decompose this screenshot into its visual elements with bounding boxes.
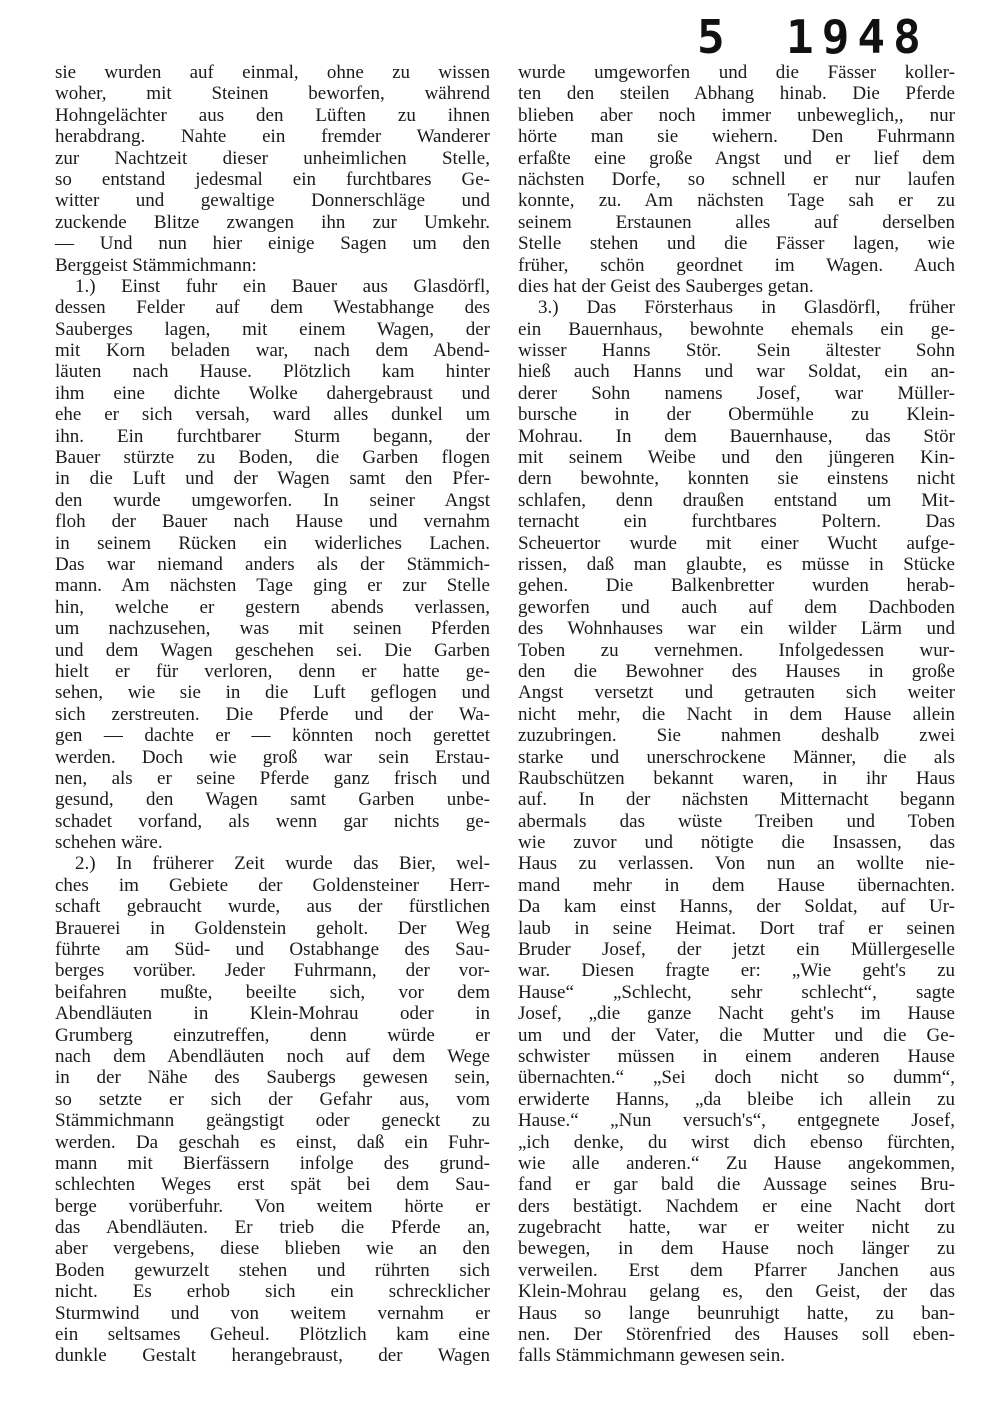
text-line: mit Korn beladen war, nach dem Abend- [55,340,490,362]
text-line: ein seltsames Geheul. Plötzlich kam eine [55,1324,490,1346]
text-line: Angst versetzt und getrauten sich weiter [518,682,955,704]
text-line: Stämmichmann geängstigt oder geneckt zu [55,1110,490,1132]
text-line: konnte, zu. Am nächsten Tage sah er zu [518,190,955,212]
text-line: mann. Am nächsten Tage ging er zur Stelle [55,575,490,597]
text-line: hielt er für verloren, denn er hatte ge- [55,660,490,682]
text-line: so setzte er sich der Gefahr aus, vom [55,1088,490,1110]
text-line: werden. Doch wie groß war sein Erstau- [55,746,490,768]
text-line: sie wurden auf einmal, ohne zu wissen [55,62,490,83]
text-line: aber vergebens, diese blieben wie an den [55,1238,490,1260]
text-line: Hause“ „Schlecht, sehr schlecht“, sagte [518,981,955,1003]
text-line: hörte man sie wiehern. Den Fuhrmann [518,126,955,148]
text-line: ches im Gebiete der Goldensteiner Herr- [55,874,490,896]
text-line: ehe er sich versah, ward alles dunkel um [55,404,490,426]
year-stamp: 1948 [786,10,929,64]
text-line: früher, schön geordnet im Wagen. Auch [518,254,955,276]
text-line: mand mehr in dem Hause übernachten. [518,874,955,896]
text-line: ein Bauernhaus, bewohnte ehemals ein ge- [518,318,955,340]
text-line: rissen, daß man glaubte, es müsse in Stücke [518,553,955,575]
text-line: gesund, den Wagen samt Garben unbe- [55,789,490,811]
text-line: sich zerstreuten. Die Pferde und der Wa- [55,703,490,725]
text-line: Berggeist Stämmichmann: [55,254,257,276]
text-line: gen — dachte er — könnten noch gerettet [55,725,490,747]
text-line: nach dem Abendläuten noch auf dem Wege [55,1045,490,1067]
text-line: Da kam einst Hanns, der Soldat, auf Ur- [518,896,955,918]
text-line: um nachzusehen, was mit seinen Pferden [55,618,490,640]
text-line: werden. Da geschah es einst, daß ein Fuhr- [55,1131,490,1153]
text-line: Bruder Josef, der jetzt ein Müllergeselle [518,939,955,961]
text-line: witter und gewaltige Donnerschläge und [55,190,490,212]
text-line: Grumberg einzutreffen, denn würde er [55,1024,490,1046]
text-line: das Abendläuten. Er trieb die Pferde an, [55,1217,490,1239]
text-line: schehen wäre. [55,832,163,854]
text-line: derer Sohn namens Josef, war Müller- [518,382,955,404]
text-line: schwister müssen in einem anderen Hause [518,1045,955,1067]
text-line: ten den steilen Abhang hinab. Die Pferde [518,83,955,105]
text-line: wurde umgeworfen und die Fässer koller- [518,62,955,83]
text-line: zuzubringen. Sie nahmen deshalb zwei [518,725,955,747]
text-line: ihn. Ein furchtbarer Sturm begann, der [55,425,490,447]
text-line: Boden gewurzelt stehen und rührten sich [55,1259,490,1281]
text-line: Sturmwind und von weitem vernahm er [55,1302,490,1324]
text-line: des Wohnhauses war ein wilder Lärm und [518,618,955,640]
text-column-right [518,62,955,1367]
text-line: beifahren mußte, beeilte sich, vor dem [55,981,490,1003]
text-line: Stelle stehen und die Fässer lagen, wie [518,233,955,255]
text-line: — Und nun hier einige Sagen um den [55,233,490,255]
text-line: schlechten Weges erst spät bei dem Sau- [55,1174,490,1196]
text-line: 1.) Einst fuhr ein Bauer aus Glasdörfl, [75,275,490,297]
text-line: nen, als er seine Pferde ganz frisch und [55,767,490,789]
text-line: herabdrang. Nahte ein fremder Wanderer [55,126,490,148]
text-line: schaft gebraucht wurde, aus der fürstlichen [55,896,490,918]
text-line: sehen, wie sie in die Luft geflogen und [55,682,490,704]
text-line: abermals das wüste Treiben und Toben [518,810,955,832]
text-line: zuckende Blitze zwangen ihn zur Umkehr. [55,211,490,233]
text-line: 3.) Das Försterhaus in Glasdörfl, früher [538,297,955,319]
text-line: nicht. Es erhob sich ein schrecklicher [55,1281,490,1303]
text-line: hieß auch Hanns und war Soldat, ein an- [518,361,955,383]
text-line: nicht mehr, die Nacht in dem Hause allein [518,703,955,725]
text-line: den wurde umgeworfen. In seiner Angst [55,489,490,511]
text-line: Raubschützen bekannt waren, in ihr Haus [518,767,955,789]
text-line: wie zuvor und nötigte die Insassen, das [518,832,955,854]
text-line: Sauberges lagen, mit einem Wagen, der [55,318,490,340]
text-line: Hause.“ „Nun versuch's“, entgegnete Josef, [518,1110,955,1132]
text-line: in seinem Rücken ein widerliches Lachen. [55,532,490,554]
text-line: falls Stämmichmann gewesen sein. [518,1345,785,1367]
text-line: Brauerei in Goldenstein geholt. Der Weg [55,917,490,939]
text-line: starke und unerschrockene Männer, die als [518,746,955,768]
text-line: geworfen und auch auf dem Dachboden [518,596,955,618]
text-line: dies hat der Geist des Sauberges getan. [518,275,814,297]
text-line: zur Nachtzeit dieser unheimlichen Stelle, [55,147,490,169]
text-line: Abendläuten in Klein-Mohrau oder in [55,1003,490,1025]
text-line: übernachten.“ „Sei doch nicht so dumm“, [518,1067,955,1089]
text-line: nen. Der Störenfried des Hauses soll eben- [518,1324,955,1346]
text-line: hin, welche er gestern abends verlassen, [55,596,490,618]
text-line: Klein-Mohrau gelang es, den Geist, der das [518,1281,955,1303]
text-line: woher, mit Steinen beworfen, während [55,83,490,105]
text-line: mann mit Bierfässern infolge des grund- [55,1152,490,1174]
text-line: in die Luft und der Wagen samt den Pfer- [55,468,490,490]
text-line: und dem Wagen geschehen sei. Die Garben [55,639,490,661]
text-line: zugebracht hatte, war er weiter nicht zu [518,1217,955,1239]
text-line: wisser Hanns Stör. Sein ältester Sohn [518,340,955,362]
text-line: mit seinem Weibe und den jüngeren Kin- [518,447,955,469]
text-line: läuten nach Hause. Plötzlich kam hinter [55,361,490,383]
text-line: ihm eine dichte Wolke dahergebraust und [55,382,490,404]
text-line: in der Nähe des Saubergs gewesen sein, [55,1067,490,1089]
text-line: dern bewohnte, konnten sie einstens nicht [518,468,955,490]
text-line: war. Diesen fragte er: „Wie geht's zu [518,960,955,982]
text-line: um und der Vater, die Mutter und die Ge- [518,1024,955,1046]
text-line: den die Bewohner des Hauses in große [518,660,955,682]
text-line: nächsten Dorfe, so schnell er nur laufen [518,168,955,190]
text-line: bursche in der Obermühle zu Klein- [518,404,955,426]
text-line: ders bestätigt. Nachdem er eine Nacht dort [518,1195,955,1217]
text-line: Mohrau. In dem Bauernhause, das Stör [518,425,955,447]
text-line: wie alle anderen.“ Zu Hause angekommen, [518,1152,955,1174]
text-line: Haus zu verlassen. Von nun an wollte nie- [518,853,955,875]
text-line: erfaßte eine große Angst und er lief dem [518,147,955,169]
text-line: floh der Bauer nach Hause und vernahm [55,511,490,533]
text-line: Das war niemand anders als der Stämmich- [55,553,490,575]
text-line: 2.) In früherer Zeit wurde das Bier, wel- [75,853,490,875]
text-line: so entstand jedesmal ein furchtbares Ge- [55,168,490,190]
text-line: Toben zu vernehmen. Infolgedessen wur- [518,639,955,661]
text-line: dunkle Gestalt herangebraust, der Wagen [55,1345,490,1367]
text-line: laub in seine Heimat. Dort traf er seinen [518,917,955,939]
text-line: Haus so lange beunruhigt hatte, zu ban- [518,1302,955,1324]
text-line: ternacht ein furchtbares Poltern. Das [518,511,955,533]
text-line: auf. In der nächsten Mitternacht begann [518,789,955,811]
text-line: schadet vorfand, als wenn gar nichts ge- [55,810,490,832]
text-line: Hohngelächter aus den Lüften zu ihnen [55,104,490,126]
text-line: „ich denke, du wirst dich ebenso fürchten, [518,1131,955,1153]
text-column-left [55,62,490,1367]
text-line: erwiderte Hanns, „da bleibe ich allein zu [518,1088,955,1110]
text-line: verweilen. Erst dem Pfarrer Janchen aus [518,1259,955,1281]
text-line: seinem Erstaunen alles auf derselben [518,211,955,233]
text-line: Scheuertor wurde mit einer Wucht aufge- [518,532,955,554]
text-line: führte am Süd- und Ostabhange des Sau- [55,939,490,961]
text-line: Bauer stürzte zu Boden, die Garben flogen [55,447,490,469]
text-line: fand er gar bald die Aussage seines Bru- [518,1174,955,1196]
page-number: 5 [697,10,731,64]
text-line: dessen Felder auf dem Westabhange des [55,297,490,319]
text-line: gehen. Die Balkenbretter wurden herab- [518,575,955,597]
text-line: bewegen, in dem Hause noch länger zu [518,1238,955,1260]
text-line: blieben aber noch immer unbeweglich,, nur [518,104,955,126]
text-line: schlafen, denn draußen entstand um Mit- [518,489,955,511]
text-line: Josef, „die ganze Nacht geht's im Hause [518,1003,955,1025]
text-line: berge vorüberfuhr. Von weitem hörte er [55,1195,490,1217]
text-line: berges vorüber. Jeder Fuhrmann, der vor- [55,960,490,982]
